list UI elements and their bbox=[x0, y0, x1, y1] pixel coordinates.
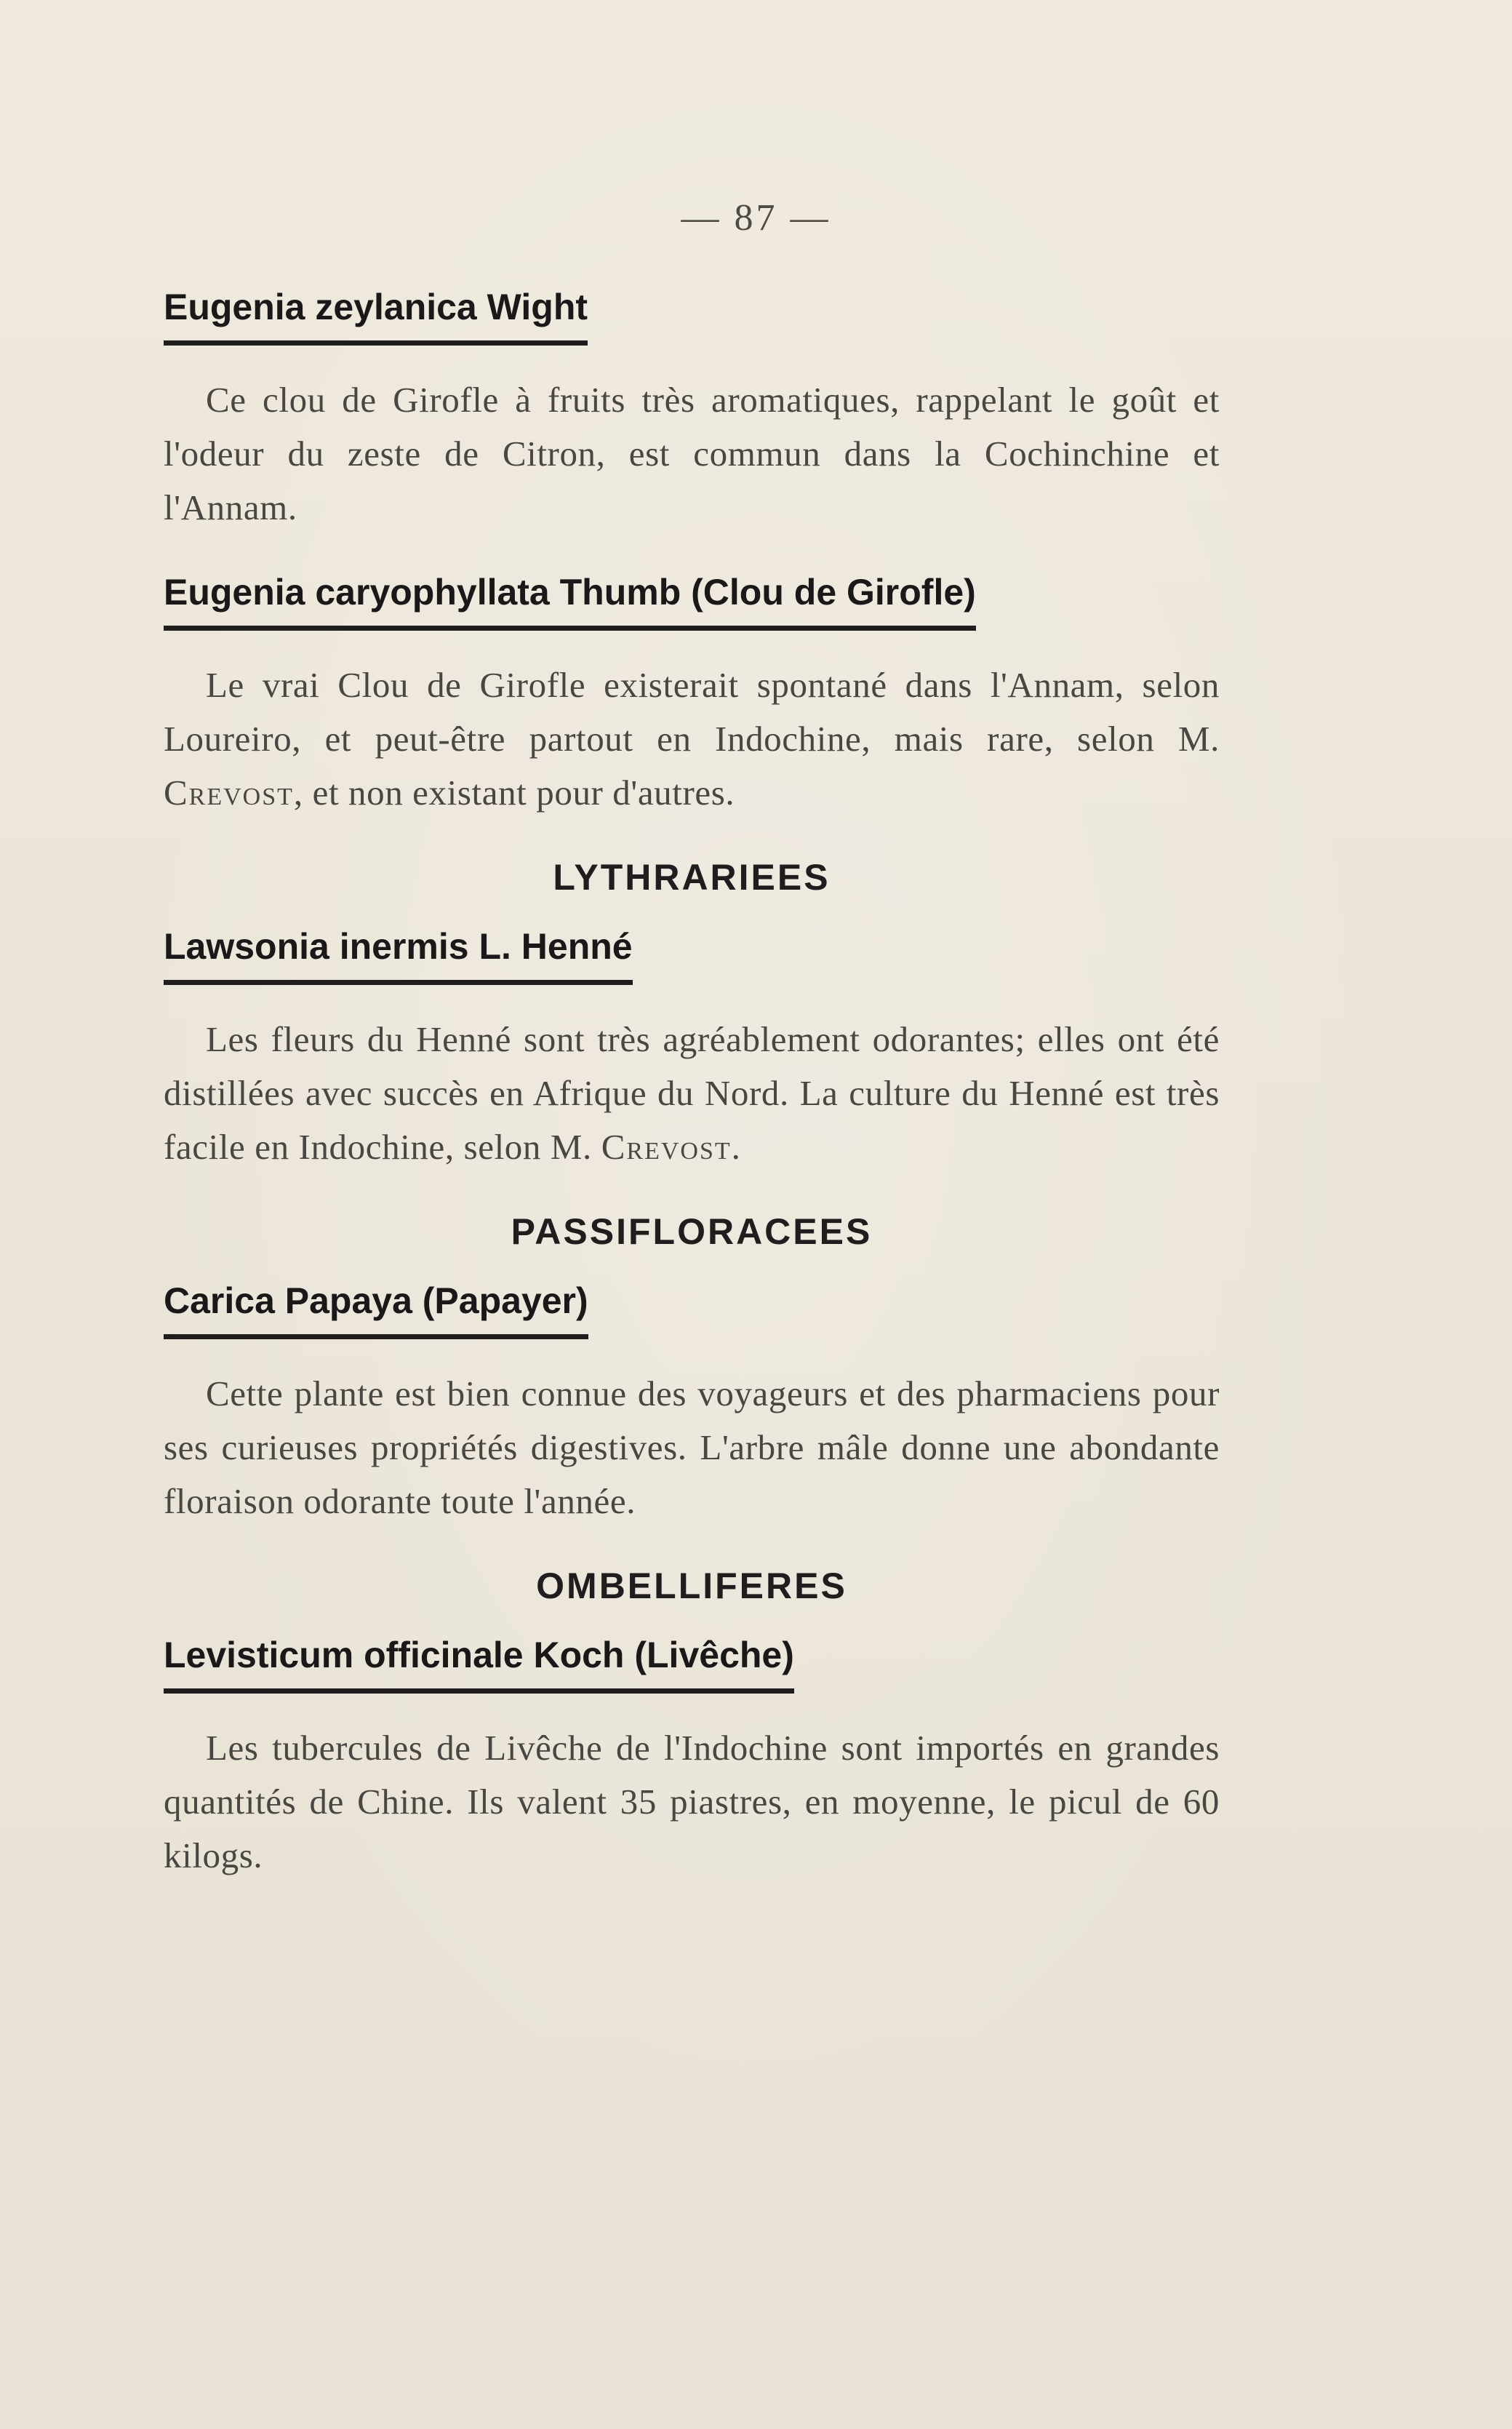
entry-title: Lawsonia inermis L. Henné bbox=[164, 927, 633, 985]
entry-text bbox=[164, 658, 1220, 820]
section-heading: OMBELLIFERES bbox=[536, 1566, 847, 1606]
section-ombelliferes bbox=[164, 1566, 1220, 1883]
section-heading: PASSIFLORACEES bbox=[511, 1211, 873, 1252]
entry-text bbox=[164, 1013, 1220, 1174]
entry-text: Cette plante est bien connue des voyageurs et des pharmaciens pour ses curieuses propriétés digestives. L'arbre mâle donne une abondante floraison odorante toute l'année. bbox=[164, 1373, 1220, 1521]
author-name: Crevost bbox=[164, 773, 294, 813]
section-heading: LYTHRARIEES bbox=[553, 857, 831, 898]
entry-text-start: Les fleurs du Henné sont très agréablement odorantes; elles ont été distillées avec succès en Afrique du Nord. La culture du Henné est très facile en Indochine, selon M. bbox=[164, 1019, 1220, 1167]
entry-eugenia-caryophyllata bbox=[164, 573, 1220, 820]
section-lythrariees bbox=[164, 858, 1220, 1174]
entry-title: Levisticum officinale Koch (Livêche) bbox=[164, 1635, 794, 1694]
entry-title: Eugenia zeylanica Wight bbox=[164, 287, 588, 346]
section-passifloracees bbox=[164, 1212, 1220, 1528]
entry-carica-papaya bbox=[164, 1281, 1220, 1528]
entry-text: Les tubercules de Livêche de l'Indochine sont importés en grandes quantités de Chine. Ils valent 35 piastres, en moyenne, le picul de 60 kilogs. bbox=[164, 1728, 1220, 1875]
author-name: Crevost bbox=[601, 1127, 732, 1167]
entry-text-start: Le vrai Clou de Girofle existerait spontané dans l'Annam, selon Loureiro, et peut-être partout en Indochine, mais rare, selon M. bbox=[164, 665, 1220, 759]
entry-text: Ce clou de Girofle à fruits très aromatiques, rappelant le goût et l'odeur du zeste de Citron, est commun dans la Cochinchine et l'Annam. bbox=[164, 380, 1220, 527]
page-content bbox=[164, 287, 1220, 1921]
page-number: — 87 — bbox=[681, 197, 831, 239]
entry-title: Eugenia caryophyllata Thumb (Clou de Girofle) bbox=[164, 573, 976, 631]
entry-levisticum-officinale bbox=[164, 1635, 1220, 1883]
entry-lawsonia-inermis bbox=[164, 927, 1220, 1174]
entry-text-end: . bbox=[731, 1127, 741, 1167]
entry-text-end: , et non existant pour d'autres. bbox=[293, 773, 735, 813]
entry-title: Carica Papaya (Papayer) bbox=[164, 1281, 588, 1339]
entry-eugenia-zeylanica bbox=[164, 287, 1220, 535]
